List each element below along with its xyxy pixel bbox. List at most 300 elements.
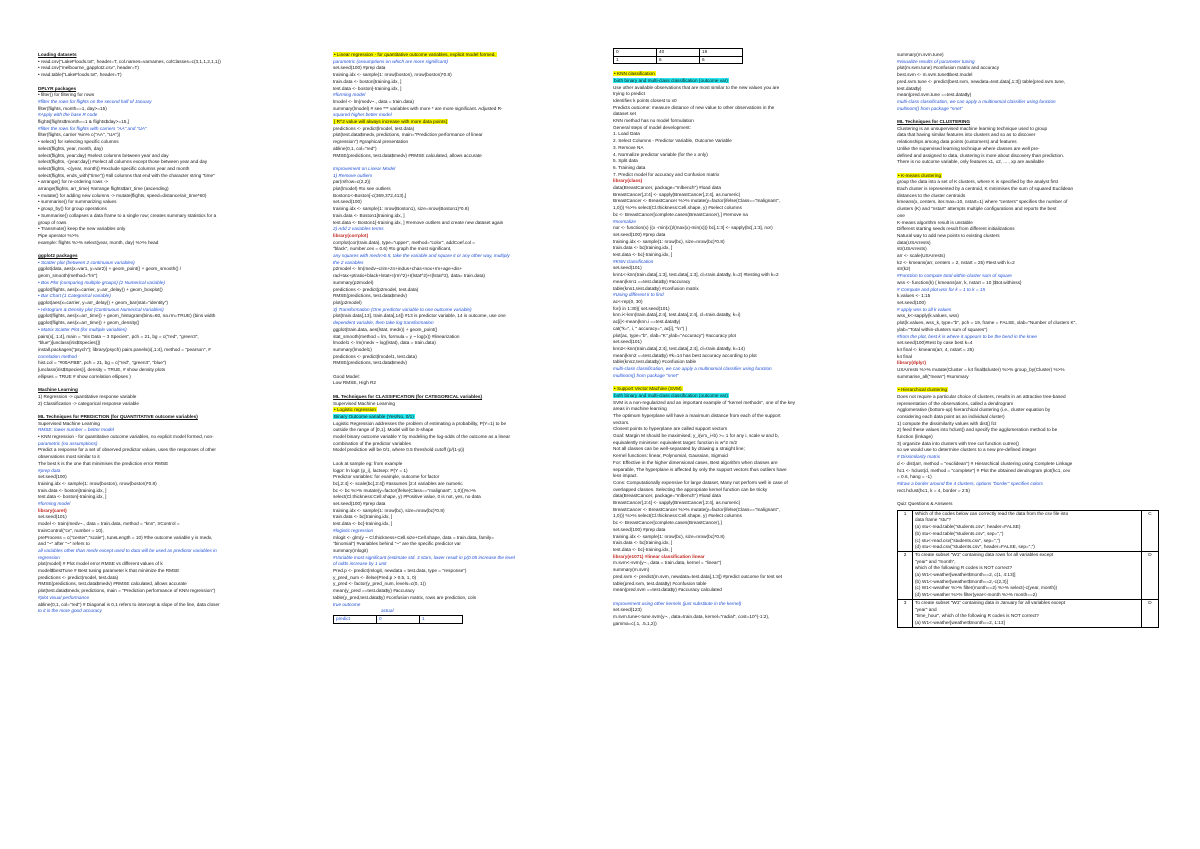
text-line: outside the range of [0,1]. Model will be S-shape xyxy=(333,427,434,433)
text-line: any squares with medv>0.5, take the variable and square it or any other way, multiply xyxy=(333,253,510,259)
text-line: Pipe operator %>% xyxy=(38,232,79,238)
text-line xyxy=(333,407,588,414)
text-line: separable, The hyperplane is affected by only the support vectors thus outliers have xyxy=(613,466,787,472)
text-line: dependent variable, then take log transformation xyxy=(333,320,434,326)
text-line: Predictor variables: for example, outcome for factor xyxy=(333,474,440,480)
text-line: example: flights %>% select(year, month, day) %>% head xyxy=(38,239,159,245)
quiz-line: (c) stu<-read.csv("students.csv", sep=",") xyxy=(915,537,1001,543)
quiz-answer: D xyxy=(1142,551,1159,599)
text-line: Predict a response for a set of observed predictor values, uses the responses of other xyxy=(38,447,216,453)
text-line: "blue")[unclass(iris$Species)]) xyxy=(38,340,101,346)
text-line: summary(lmodel) # see *** variables with more * are more significant. Adjusted R- xyxy=(333,105,503,111)
text-line: mean(pred.svm.tune ==test.data$y) xyxy=(897,92,972,98)
table-row xyxy=(334,616,463,624)
text-line: set.seed(100) xyxy=(38,474,67,480)
text-line: BreastCancer[,2:4] <- sapply(BreastCancer[,2:4], as.numeric) xyxy=(613,500,741,506)
table-cell: 6 xyxy=(700,56,743,64)
text-line: Predicts outcome: measure distance of new value to other observations in the xyxy=(613,104,775,110)
text-line: Natural way to add new points to existing clusters xyxy=(897,232,1000,238)
text-line: #prep data xyxy=(38,467,61,473)
quiz-question xyxy=(913,599,1142,627)
quiz-line: which of the following R codes is NOT correct? xyxy=(915,565,1013,571)
text-line: #filter the rows for flights on the second half of January xyxy=(38,98,152,104)
text-line: test.data <- bc[-training.idx, ] xyxy=(333,521,393,527)
quiz-line: Which of the codes below can correctly read the data from the csv file into xyxy=(915,510,1069,516)
text-line: filter(flights, carrier %in% c("AA", "UA")) xyxy=(38,132,121,138)
text-line: 2) Classification -> categorical response variable xyxy=(38,400,139,406)
text-line: Clustering is an unsupervised machine learning technique used to group xyxy=(897,125,1048,131)
text-line: • Summarise() collapses a data frame to a single row; creates summary statistics for a xyxy=(38,212,217,218)
text-line: "binomial") #variables behind "~" are the specific predictor var xyxy=(333,541,461,547)
table-row xyxy=(614,49,743,57)
quiz-line: (a) stu<-read.table("students.csv", header=FALSE) xyxy=(915,524,1021,530)
text-line: table(pred.svm, test.data$y) #confusion table xyxy=(613,580,707,586)
quiz-question xyxy=(913,510,1142,551)
text-line: 1,0))) %>% select(Cl.thickness:Cell.shape, y) #select columns xyxy=(613,513,742,519)
text-line: #forming model xyxy=(333,92,366,98)
text-line: k4 final xyxy=(897,353,912,359)
text-line: ggplot(data, aes(x=var1, y=var2)) + geom_point() + geom_smooth() / xyxy=(38,266,182,272)
highlighted-text: • KNN classification xyxy=(614,71,655,77)
text-line xyxy=(897,387,1162,394)
table-cell: 1 xyxy=(614,56,657,64)
text-line: [unclass(iris$Species)], density = TRUE, # show density plots xyxy=(38,367,166,373)
section-heading: ggplot2 packages xyxy=(38,253,78,259)
text-line: Does not require a particular choice of clusters, results in an attractive tree-based xyxy=(897,393,1066,399)
text-line: 1) Regression -> quantitative response variable xyxy=(38,393,137,399)
spacer xyxy=(333,159,588,166)
text-line: k4 final <- kmeans(arr, 4, nstart = 25) xyxy=(897,346,974,352)
text-line: Model prediction will be 0/1, where 0.5 threshold cutoff (p/(1-p)) xyxy=(333,447,465,453)
text-line: install.packages("psych"); library(psych) pairs.panels(x[,1:4], method = "pearson", # xyxy=(38,346,211,352)
text-line: ac<-rep(0, 30) xyxy=(613,299,643,304)
text-line: hist.col = "#00AFBB", pch = 21, bg = c("red", "green3", "blue") xyxy=(38,360,167,366)
text-line: model$bestTune # Best tuning parameter k that minimize the RMSE xyxy=(38,568,180,574)
text-line: #visualize results of parameter tuning xyxy=(897,58,975,64)
text-line: library(caret) xyxy=(38,507,67,513)
text-line: plot(k.values, wss_k, type="b", pch = 19, frame = FALSE, xlab="Number of clusters K", xyxy=(897,320,1077,326)
text-line: • group_by() for group operations xyxy=(38,206,107,212)
column-3 xyxy=(613,48,865,627)
text-line: 6. Training data xyxy=(613,164,646,170)
text-line: General steps of model development: xyxy=(613,124,691,130)
text-line: pred.svm <- predict(m.svm, newdata=test.data[,1:3]) #predict outcome for test set xyxy=(613,573,783,579)
text-line: trying to predict xyxy=(613,91,646,97)
text-line xyxy=(333,414,588,421)
text-line: There is no outcome variable, only features x1, x2, ... , xp are available xyxy=(897,159,1044,165)
text-line: filter(flights, month==1, day>=15) xyxy=(38,105,107,111)
text-line: #Variable most significant (estimate std. 3 stars, lower result in p(0.05 increase the level xyxy=(333,554,515,560)
text-line: data(BreastCancer, package="mlbench") #load data xyxy=(613,493,721,499)
section-heading: ML Techniques for CLUSTERING xyxy=(897,119,971,125)
text-line: • Transmute() keep the new variables only xyxy=(38,226,126,232)
text-line: select(flights, year:day) #select columns between year and day xyxy=(38,152,169,158)
text-line: RMSE: lower number = better model xyxy=(38,427,114,433)
text-line: training.idx <- sample(1: nrow(boston), nrow(boston)*0.8) xyxy=(38,480,157,486)
section-heading: ML Techniques for CLASSIFICATION (for CATEGORICAL variables) xyxy=(333,393,483,399)
quiz-number: 2 xyxy=(898,551,913,599)
text-line: train.data <- Boston1[training.idx, ] xyxy=(333,212,405,218)
text-line: 7. Predict model for accuracy and Confusion matrix xyxy=(613,171,720,177)
text-line: mlogit <- glm(y ~ Cl.thickness+Cell.size+Cell.shape, data = train.data, family= xyxy=(333,534,495,540)
text-line: summary(p2model) xyxy=(333,279,374,285)
text-line: BreastCancer <- BreastCancer %>% mutate(y=factor(ifelse(Class=="malignant", xyxy=(613,198,780,204)
quiz-question xyxy=(913,551,1142,599)
text-line: y_pred_num <- ifelse(Pred.p > 0.5, 1, 0) xyxy=(333,574,417,580)
text-line xyxy=(897,173,1162,180)
text-line: Improvement on Linear Model xyxy=(333,165,396,171)
text-line: to it is the more good accuracy xyxy=(38,608,102,614)
text-line: bc[,2:4] <- scale(bc[,2:4]) #assumes [2:4 variables are numeric xyxy=(333,480,463,486)
text-line: Use other available observations that are most similar to the new values you are xyxy=(613,84,780,90)
text-line: table(y_pred,test.data$y) #confusion matrix, rows are prediction, cols xyxy=(333,594,477,600)
text-line: Cons: Computationally expensive for large dataset, Many not perform well in case of xyxy=(613,479,788,485)
text-line: Goal: Margin M should be maximised; y_i(w'x_i+b) >= 1 for any i, scale w and b, xyxy=(613,433,779,439)
spacer xyxy=(897,380,1162,387)
text-line: SVM is a non-regularized and an important example of "kernel methods", one of the key xyxy=(613,399,796,405)
text-line: # Compute and plot wss for k = 1 to k = 15 xyxy=(897,286,986,292)
text-line: lmodel1 <- lm(medv ~ log(lstat), data = train.data) xyxy=(333,340,436,346)
highlighted-text: both binary and multi-class classification (outcome var) xyxy=(614,392,728,398)
text-line: plot(lmodel) #to see outliers xyxy=(333,186,391,192)
text-line: training.idx <- sample(1: nrow(boston), nrow(boston)*0.8) xyxy=(333,72,452,78)
text-line: cat("k=", i, " accuracy=", ac[i], "\n") } xyxy=(613,325,688,331)
text-line: bc <- BreastCancer[complete.cases(BreastCancer),] #remove na xyxy=(613,211,748,217)
table-cell: predict xyxy=(334,616,377,624)
text-line: mean(y_pred ==test.data$y) #accuracy xyxy=(333,588,415,594)
text-line: Supervised Machine Learning xyxy=(38,420,101,426)
text-line: #normalize xyxy=(613,218,636,224)
highlighted-text: [ R^2 value will always increase with more data points] xyxy=(334,119,447,125)
text-line: K-means algorithm result is unstable xyxy=(897,219,973,225)
text-line: relationships among data points (customers) and features xyxy=(897,139,1017,145)
text-line: • read.table("LakeFloods.txt", header=T) xyxy=(38,72,122,78)
text-line: Low RMSE, High R2 xyxy=(333,380,376,386)
text-line: representation of the observations, called a dendrogram xyxy=(897,400,1014,406)
text-line: multi-class classification, we can apply a multinomial classifier using function xyxy=(897,98,1056,104)
text-line: parametric (assumptions on which are more significant) xyxy=(333,58,448,64)
text-line: geom_smooth(method="lm") xyxy=(38,273,98,279)
text-line: lmodel <- lm(medv~., data = train.data) xyxy=(333,98,414,104)
text-line: • read.csv("melbourne_gapplot2.csv", header=T) xyxy=(38,65,139,71)
text-line: str(USArrests) xyxy=(897,246,927,252)
text-line: model <- train(medv~., data = train.data, method = "knn", trControl = xyxy=(38,521,180,527)
text-line: #Using different k to find xyxy=(613,292,664,298)
text-line: group of rows xyxy=(38,219,67,225)
text-line: USArrests %>% mutate(Cluster = k4 final$cluster) %>% group_by(Cluster) %>% xyxy=(897,367,1065,373)
text-line: Logistic Regression addresses the problem of estimating a probability, P(Y=1) to be xyxy=(333,420,507,426)
text-line: and "~" after "~" refers to xyxy=(38,541,90,547)
text-line: summary(lmodel1) xyxy=(333,346,372,352)
text-line xyxy=(613,78,865,85)
text-line: KNN method has no model formulation xyxy=(613,118,694,124)
table-cell: 19 xyxy=(700,49,743,57)
column-1 xyxy=(38,52,323,615)
text-line: mean(knn2 ==test.data$y) #k=14 has best accuracy according to plot xyxy=(613,352,757,358)
text-line: set.seed(100) #prep data xyxy=(613,231,666,237)
quiz-line: "time_hour", which of the following R codes is NOT correct? xyxy=(915,613,1039,619)
table-row xyxy=(614,56,743,64)
text-line: 1,0))) %>% select(Cl.thickness:Cell.shape, y) #select columns xyxy=(613,205,742,211)
text-line: multinom() from package "nnet" xyxy=(897,105,963,111)
text-line: predictions <- predict(model, test.data) xyxy=(38,574,119,580)
text-line: ggplot(flights, aes(x=arr_time)) + geom_histogram(bins=60, na.rm=TRUE) (bins width xyxy=(38,313,216,319)
spacer xyxy=(333,367,588,374)
text-line: predictions <- predict(p2model, test.data) xyxy=(333,286,419,292)
text-line: 1. Load Data xyxy=(613,131,640,137)
text-line: 1) compute the dissimilarity values with dist() fct xyxy=(897,420,997,426)
text-line: RMSE(predictions, test.data$medv) xyxy=(333,360,407,366)
spacer xyxy=(613,64,865,71)
text-line: select(flights, -(year:day)) #select all columns except those between year and day xyxy=(38,159,208,165)
text-line: • read.csv("LakeFloods.txt", header=T, col.names=varnames, colClasses=c(3,1,1,2,1,1)) xyxy=(38,58,221,64)
quiz-line: (a) W1<-weather[weather$month==2, c(1, 4:13)] xyxy=(915,572,1016,578)
text-line: set.seed(123) xyxy=(613,607,642,613)
quiz-row xyxy=(898,599,1159,627)
text-line: defined and assigned to data, clustering is more about discovery than prediction. xyxy=(897,152,1065,158)
spacer xyxy=(333,454,588,461)
text-line: parametric (no assumptions) xyxy=(38,440,98,446)
text-line: # apply wss to all k values xyxy=(897,306,952,312)
text-line: #forming model xyxy=(38,501,71,507)
text-line: predictions <- predict(lmodel1, test.data) xyxy=(333,353,417,359)
text-line: # Dissimilarity matrix xyxy=(897,454,940,460)
text-line: plot(train.data[,13], train.data[,14]) #13 is predictor variable, 14 is outcome, use one xyxy=(333,313,506,319)
text-line: • mutate() for adding new columns -> mutate(flights, speed=distance/air_time*60) xyxy=(38,192,207,198)
text-line: set.seed(101) xyxy=(38,514,67,520)
text-line: model binary outcome variable Y by modeling the log-odds of the outcome as a linear xyxy=(333,434,511,440)
text-line: summarise_all("mean") #summary xyxy=(897,373,969,379)
text-line: 5. Split data xyxy=(613,158,638,164)
text-line: ylab="Total within-clusters sum of squares") xyxy=(897,326,988,332)
text-line: BreastCancer[,2:4] <- sapply(BreastCancer[,2:4], as.numeric) xyxy=(613,191,741,197)
text-line: the 2 variables xyxy=(333,259,364,265)
text-line: data that having similar features into clusters and so as to discover xyxy=(897,132,1036,138)
text-line: RMSE(predictions, test.data$medv) xyxy=(333,293,407,299)
text-line: squared higher better model xyxy=(333,112,392,118)
text-line: mean(knn1 ==test.data$y) #accuracy xyxy=(613,278,691,284)
text-line: train.data <- bc[training.idx, ] xyxy=(613,245,673,251)
text-line: wss_k<-sapply(k.values, wss) xyxy=(897,313,959,319)
text-line: test.data$y) xyxy=(897,85,922,91)
text-line: ggplot(aes(x=carrier, y=arr_delay)) + geom_bar(stat="identity") xyxy=(38,299,168,305)
text-line: set.seed(100) xyxy=(897,299,926,305)
text-line: bc <- bc %>% mutate(y=factor(ifelse(Class=="malignant", 1,0)))%>% xyxy=(333,487,476,493)
text-line: Agglomerative (bottom-up) hierarchical clustering (i.e., cluster equation by xyxy=(897,407,1051,413)
text-line: = 0.6, hang = -1) xyxy=(897,474,932,480)
text-line xyxy=(333,119,588,126)
text-line: • KNN regression - for quantitative outcome variables, no explicit model formed, non- xyxy=(38,434,214,440)
spacer xyxy=(897,166,1162,173)
spacer xyxy=(38,380,323,387)
text-line: rect.hclust(hc1, k = 4, border = 2:5) xyxy=(897,487,970,493)
text-line: clusters (K) and "nstart" attempts multiple configurations and reports the best xyxy=(897,206,1057,212)
text-line: pred.svm.tune <- predict(best.svm, newdata=test.data[,1:3]) table(pred.svm.tune, xyxy=(897,78,1066,84)
text-line: • Box Plot (comparing multiple groups) (2 Numerical variable) xyxy=(38,279,165,285)
text-line: overlapped classes. Selecting the appropriate kernel function can be tricky xyxy=(613,486,768,492)
text-line: for(i in 1:30){ set.seed(101) xyxy=(613,305,670,311)
text-line: stat_smooth(method = lm, formula = y ~ log(x)) #linearization xyxy=(333,333,460,339)
quiz-answer: D xyxy=(1142,599,1159,627)
text-line: • select() for selecting specific columns xyxy=(38,139,119,145)
text-line: knn.i<-knn(train.data[,2:4], test.data[,2:4], cl=train.data$y, k=i) xyxy=(613,312,741,318)
text-line: set.seed(100)#test by case best k=4 xyxy=(897,340,973,346)
text-line: regression") #graphical presentation xyxy=(333,139,409,145)
quiz-row xyxy=(898,510,1159,551)
text-line: Pred.p <- predict(mlogit, newdata = test.data, type = "response") xyxy=(333,568,467,574)
text-line: best.svm <- m.svm.tune$best.model xyxy=(897,72,973,78)
quiz-line: "year" and "month", xyxy=(915,558,956,564)
text-line: nor <- function(x) {(x -min(x))/(max(x)-min(x))} bc[,1:3] <- sapply(bc[,1:3], nor) xyxy=(613,225,773,231)
text-line: Supervised Machine Learning xyxy=(333,400,396,406)
text-line: d <- dist(arr, method = "euclidean") # Hierarchical clustering using Complete Linkage xyxy=(897,460,1073,466)
text-line: equivalently minimise: equivalent target: function is w^2 m/2 xyxy=(613,439,738,445)
text-line: select(flights, year, month, day) xyxy=(38,145,103,151)
text-line: Quiz Questions & Answers xyxy=(897,501,953,507)
text-line: combination of the predictor variables xyxy=(333,440,411,446)
quiz-line: (d) W1<-weather %>% filter(year<-month %>% month==2) xyxy=(915,592,1037,598)
text-line: plot(test.data$medv, predictions, main="Prediction performance of linear xyxy=(333,132,483,138)
text-line: test.data <- Boston1[-training.idx, ] #remove outliers and create new dataset again xyxy=(333,219,504,225)
text-line: rad+tax+ptratio+black+lstat+I(rm^2)+I(lstat^2)+I(lstat^2), data= train.data) xyxy=(333,273,485,279)
text-line: gamma=c(.1, .5,1,2)) xyxy=(613,620,657,626)
text-line: • filter() for filtering for rows xyxy=(38,92,95,98)
text-line: function (linkage) xyxy=(897,434,933,440)
text-line: areas in machine learning xyxy=(613,406,667,412)
text-line: 3) organize data into clusters with tree cut function cutree() xyxy=(897,440,1019,446)
text-line: train.data <- bc[training.idx, ] xyxy=(613,540,673,546)
text-line: ggplot(flights, aes(x=carrier, y=arr_delay)) + geom_boxplot() xyxy=(38,286,163,292)
quiz-line: To create subset "W1" containing data in January for all variables except xyxy=(915,599,1066,605)
text-line: ellipses = TRUE # show correlation ellipses ) xyxy=(38,373,131,379)
text-line: Boston1<-Boston[-c(369,372,413),] xyxy=(333,192,407,198)
text-line: table(knn2,test.data$y) #confusion table xyxy=(613,359,697,365)
text-line: test.data <- bc[-training.idx, ] xyxy=(613,547,673,552)
text-line: train.data <- bc[training.idx, ] xyxy=(333,514,393,520)
text-line: • Matrix Scatter Plot (for multiple variables) xyxy=(38,326,127,332)
table-caption: actual xyxy=(381,608,394,614)
text-line: Identifies k points closest to x0 xyxy=(613,97,677,103)
text-line xyxy=(613,393,865,400)
text-line: Look at sample eg: from example xyxy=(333,460,403,466)
text-line: Different starting seeds result from different initializations xyxy=(897,226,1015,232)
text-line: abline(0,1, col="red") # Diagonal is 0,1 refers to intercept & slope of the line, data closer xyxy=(38,601,220,607)
table-cell: 0 xyxy=(614,49,657,57)
quiz-line: "year" and xyxy=(915,606,937,612)
text-line: logpr: ln logit (p_i), lactsep: P(Y = 1) xyxy=(333,467,408,473)
text-line: str(k2) xyxy=(897,266,911,272)
text-line: • arrange() for re-ordering rows -> xyxy=(38,179,109,185)
text-line: Kernel functions: linear, Polynomial, Gaussian, Sigmoid xyxy=(613,453,728,459)
section-heading: Loading datasets xyxy=(38,52,77,57)
text-line xyxy=(613,386,865,393)
text-line: 1) Remove outliers xyxy=(333,172,373,178)
highlighted-text: • Linear regression - for quantitative outcome variables, explicit model formed, xyxy=(334,52,496,57)
text-line: library(e1071) #linear classification linear xyxy=(613,553,705,559)
text-line: k.values <- 1:15 xyxy=(897,293,931,299)
text-line: 3) Transformation (One predictor variable to one outcome variable) xyxy=(333,306,472,312)
text-line: multinom() from package "nnet" xyxy=(613,372,679,378)
text-line: plot(m.svm.tune) #confusion matrix and accuracy xyxy=(897,65,1000,71)
text-line: all variables other than medv except used to data will be used as predictor variables in xyxy=(38,547,217,553)
spacer xyxy=(613,594,865,601)
spacer xyxy=(38,246,323,253)
section-heading: DPLYR packages xyxy=(38,85,77,91)
text-line: corrplot(cor(train.data), type="upper", method="color", addCoef.col = xyxy=(333,239,476,245)
text-line: Not all classes can be well-separated by drawing a straight line; xyxy=(613,446,745,452)
text-line: knn1<-knn(train.data[,1:3], test.data[,1:3], cl=train.data$y, k=2) #testing with k=2 xyxy=(613,272,779,278)
text-line: RMSE(predictions, test.data$medv) #RMSE calculated, allows accurate xyxy=(38,581,187,587)
text-line: bc <- BreastCancer[complete.cases(BreastCancer),] xyxy=(613,520,722,526)
text-line: 3. Remove NA xyxy=(613,144,644,150)
text-line: considering each data point as an individual cluster) xyxy=(897,413,1005,419)
text-line: set.seed(100) #prep data xyxy=(333,501,386,507)
highlighted-text: • Hierarchical clustering xyxy=(898,387,948,393)
text-line: The optimum hyperplane will have a maximum distance from each of the support xyxy=(613,412,781,418)
section-heading: ML Techniques for PREDICTION (for QUANTITATIVE outcome variables) xyxy=(38,413,198,419)
text-line: test.data <- bc[-training.idx, ] xyxy=(613,252,673,258)
text-line: set.seed(101) xyxy=(613,265,642,271)
text-line: true outcome xyxy=(333,601,361,607)
text-line: set.seed(101) xyxy=(613,339,642,345)
quiz-table xyxy=(897,510,1159,628)
text-line: train.data <- boston[training.idx, ] xyxy=(333,78,402,84)
quiz-line: (b) stu<-read.table("students.csv", sep=",") xyxy=(915,530,1004,536)
text-line: m.svm<-svm(y~., data = train.data, kernel = "linear") xyxy=(613,560,722,566)
text-line: #from the plot, best k is where it appears to be the bend in the knee xyxy=(897,333,1037,339)
text-line: k2 <- kmeans(arr, centers = 2, nstart = 25) #test with k=2 xyxy=(897,259,1015,265)
text-line: wss <- function(k) { kmeans(arr, k, nstart = 10 )$tot.withinss} xyxy=(897,279,1022,285)
text-line: training.idx <- sample(1: nrow(bc), size=nrow(bc)*0.8) xyxy=(613,533,725,539)
text-line xyxy=(333,52,588,59)
confusion-table xyxy=(613,48,743,64)
spacer xyxy=(38,407,323,414)
text-line: select(flights, -c(year, month)) #exclude specific columns year and month xyxy=(38,165,190,171)
text-line: #KNN classification xyxy=(613,258,654,264)
text-line: Closest points to hyperplane are called support vectors xyxy=(613,426,728,432)
text-line: • summarise() for summarizing values xyxy=(38,199,117,205)
highlighted-text: • Logistic regression xyxy=(334,407,377,413)
column-2 xyxy=(333,52,588,624)
text-line: arr <- scale(USArrests) xyxy=(897,253,946,259)
confusion-table xyxy=(333,615,463,624)
text-line: distances to the cluster centroids xyxy=(897,192,966,198)
text-line: correlation method xyxy=(38,353,77,359)
text-line: RMSE(predictions, test.data$medv) #RMSE calculated, allows accurate xyxy=(333,152,482,158)
quiz-line: data frame "stu"? xyxy=(915,517,951,523)
text-line: summary(mlogit) xyxy=(333,547,368,553)
text-line: 2) feed these values into hclust() and specify the agglomeration method to be xyxy=(897,427,1058,433)
text-line: #filter the rows for flights with carriers "AA" and "UA" xyxy=(38,125,147,131)
quiz-line: (c) W1<-weather %>% filter(month==2) %>% select(-c(year, month)) xyxy=(915,585,1058,591)
text-line: #logistic regression xyxy=(333,527,374,533)
table-cell: 40 xyxy=(657,49,700,57)
text-line: BreastCancer <- BreastCancer %>% mutate(y=factor(ifelse(Class=="malignant", xyxy=(613,506,780,512)
text-line: arrange(flights, arr_time) #arrange flights$arr_time (ascending) xyxy=(38,186,169,192)
text-line: library(corrplot) xyxy=(333,232,369,238)
text-line: set.seed(100) xyxy=(333,199,362,205)
text-line: knn2<-knn(train.data[,2:4], test.data[,2:4], cl=train.data$y, k=14) xyxy=(613,345,745,351)
text-line: 2) Add 2 variables terms xyxy=(333,226,384,232)
text-line: #draw a border around the 4 clusters, options "border" specifies colors xyxy=(897,480,1043,486)
text-line: training.idx <- sample(1: nrow(bc), size=nrow(bc)*0.8) xyxy=(613,238,725,244)
text-line: • Bar Chart (1 Categorical variable) xyxy=(38,293,111,299)
text-line: regression xyxy=(38,554,60,560)
text-line: abline(0,1, col="red") xyxy=(333,145,377,151)
text-line: training.idx <- sample(1: nrow(bc), size=nrow(bc)*0.8) xyxy=(333,507,445,513)
column-4 xyxy=(897,52,1162,628)
text-line: multi-class classification, we can apply a multinomial classifier using function xyxy=(613,366,772,372)
